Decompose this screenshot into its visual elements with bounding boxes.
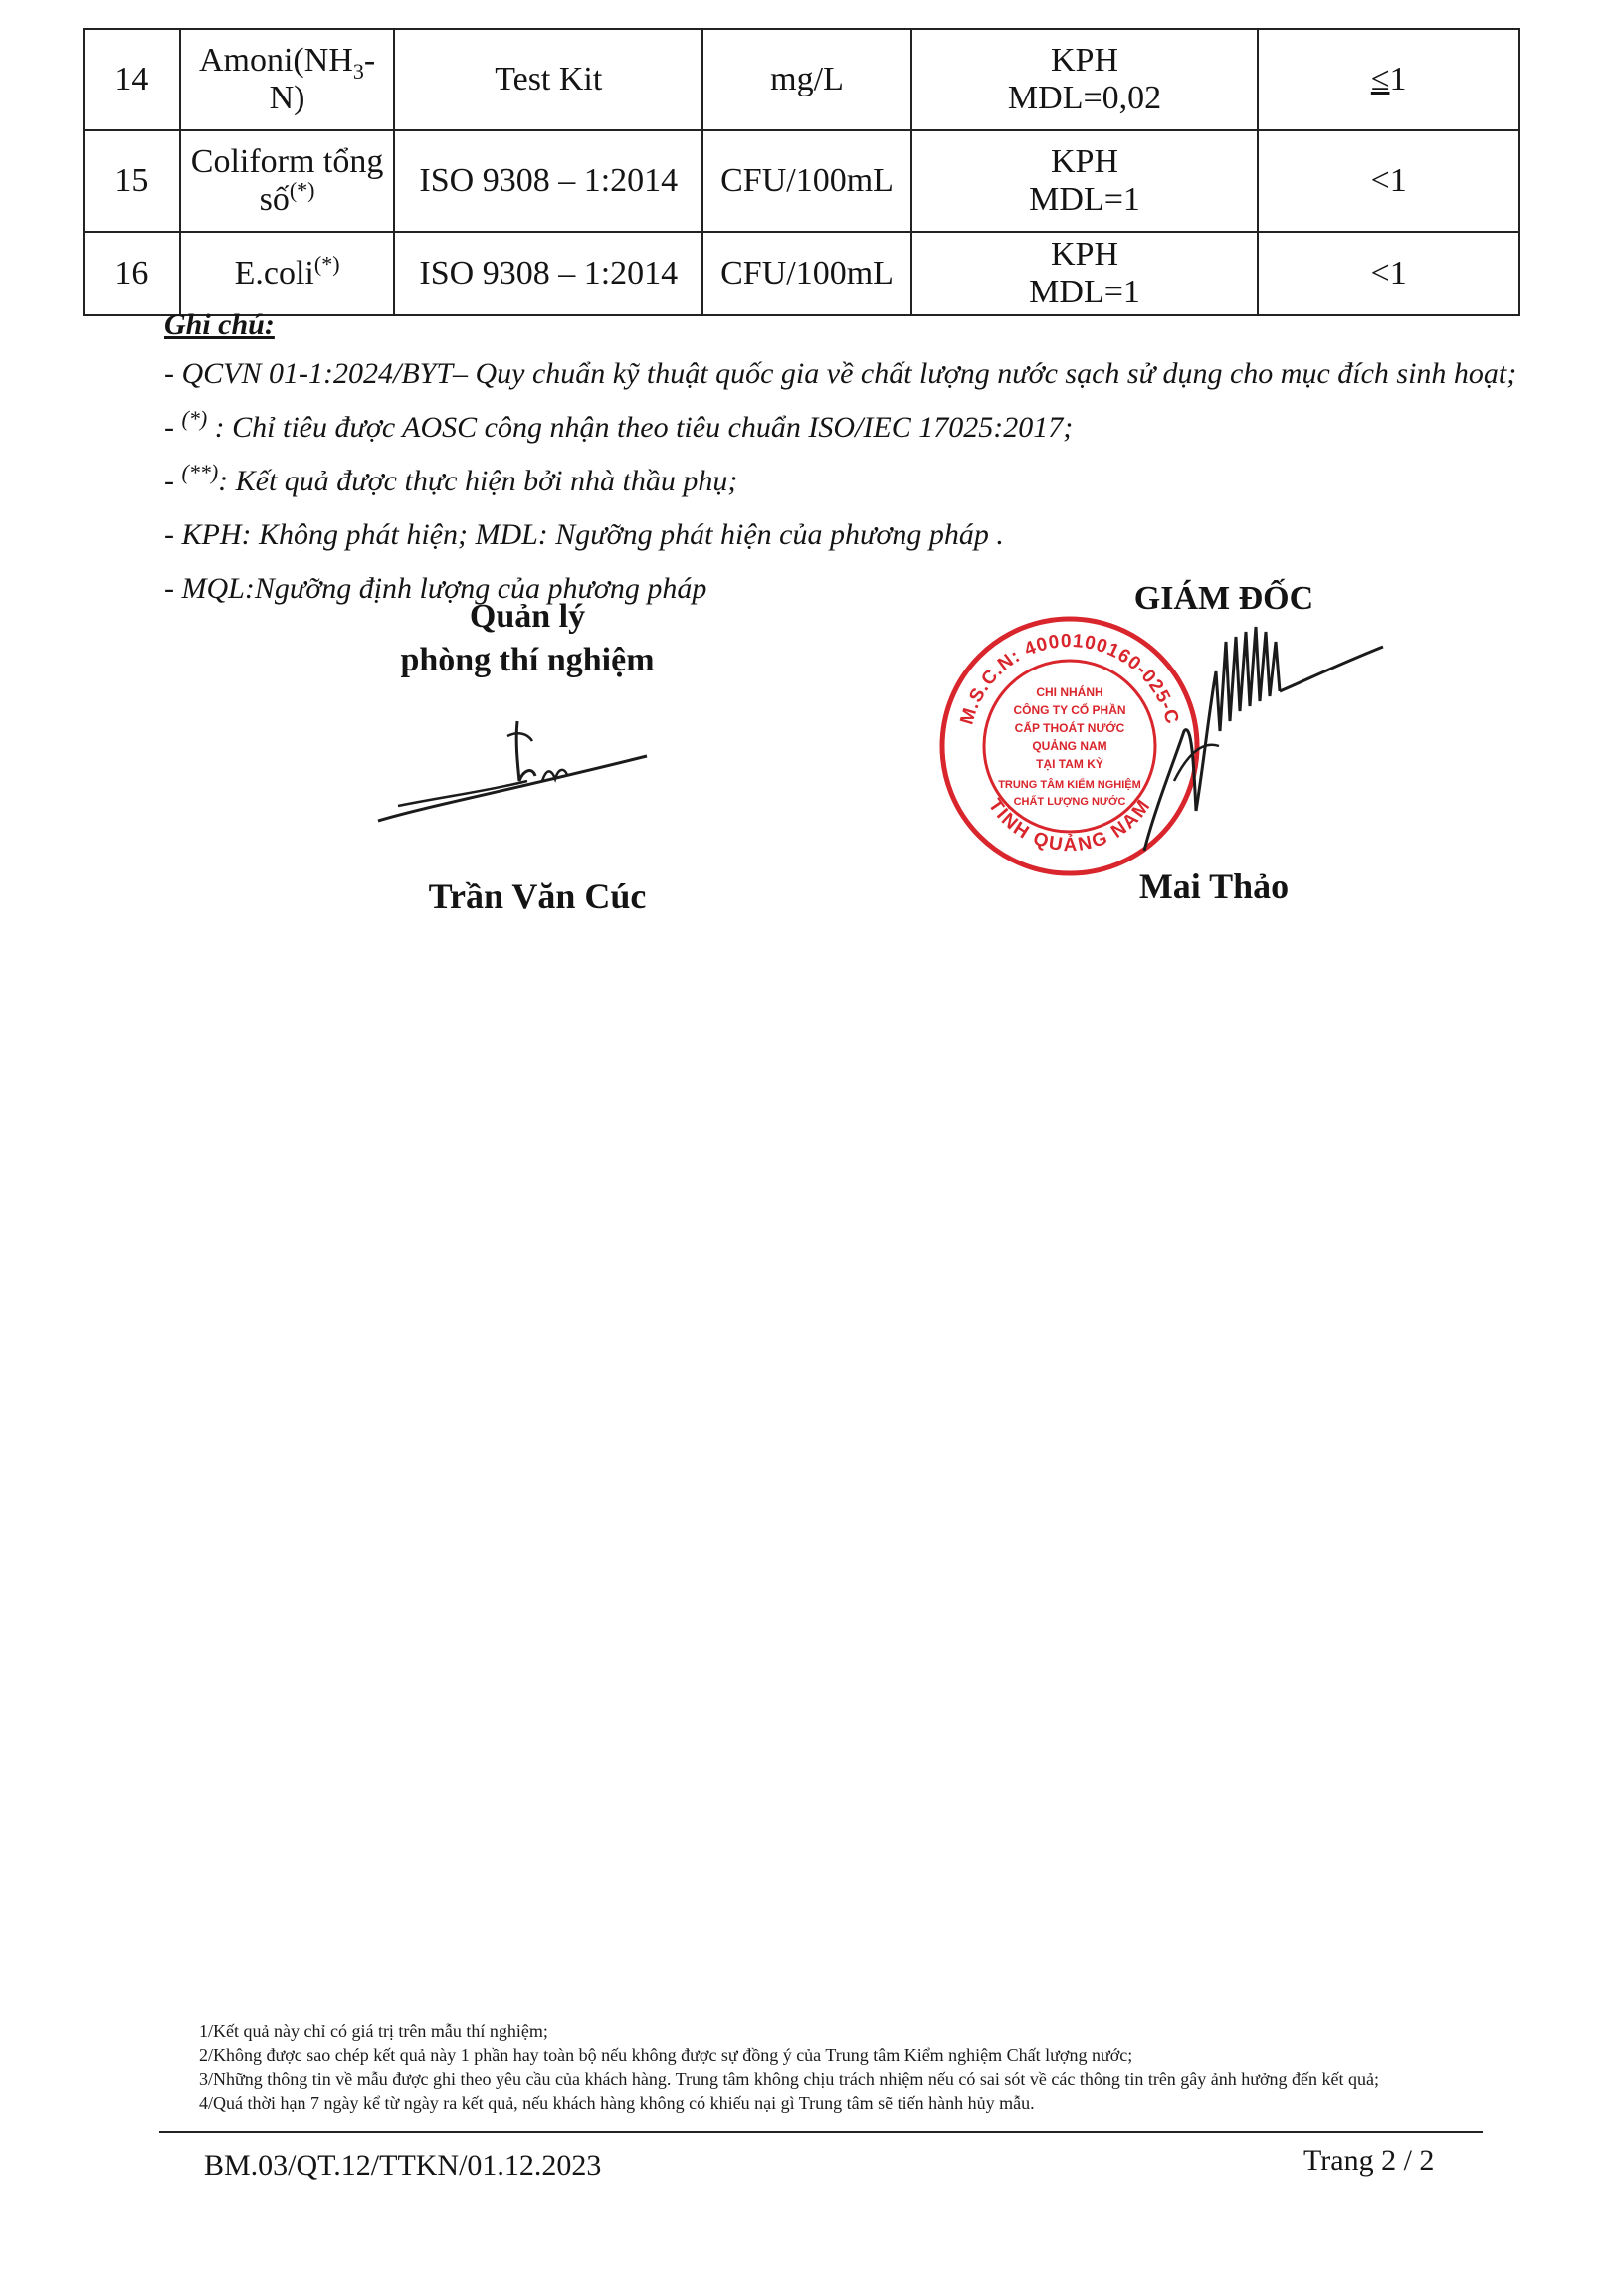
note-line: - MQL:Ngưỡng định lượng của phương pháp <box>164 572 707 605</box>
director-signature <box>1134 612 1393 861</box>
svg-text:CẤP THOÁT NƯỚC: CẤP THOÁT NƯỚC <box>1014 721 1125 735</box>
note-line: - KPH: Không phát hiện; MDL: Ngưỡng phát hiện của phương pháp . <box>164 518 1004 551</box>
parameter-name: Coliform tổng số(*) <box>180 130 394 232</box>
limit-value: <1 <box>1258 232 1519 315</box>
note-line: - (*) : Chỉ tiêu được AOSC công nhận theo tiêu chuẩn ISO/IEC 17025:2017; <box>164 406 1074 444</box>
footer-note: 2/Không được sao chép kết quả này 1 phần hay toàn bộ nếu không được sự đồng ý của Trung tâm Kiểm nghiệm Chất lượng nước; <box>199 2045 1133 2065</box>
result: KPH MDL=1 <box>911 130 1258 232</box>
director-title: GIÁM ĐỐC <box>1133 580 1314 617</box>
svg-text:TRUNG TÂM KIỂM NGHIỆM: TRUNG TÂM KIỂM NGHIỆM <box>998 779 1141 791</box>
row-number: 14 <box>84 29 180 130</box>
svg-text:TẠI TAM KỲ: TẠI TAM KỲ <box>1036 757 1103 771</box>
unit: mg/L <box>702 29 911 130</box>
footer-divider <box>159 2131 1483 2133</box>
footer-note: 1/Kết quả này chỉ có giá trị trên mẫu thí nghiệm; <box>199 2021 548 2041</box>
lab-manager-title: Quản lý phòng thí nghiệm <box>400 598 655 678</box>
note-line: - QCVN 01-1:2024/BYT– Quy chuẩn kỹ thuật quốc gia về chất lượng nước sạch sử dụng cho mục đích sinh hoạt; <box>164 357 1517 390</box>
page-number: Trang 2 / 2 <box>1303 2144 1435 2177</box>
footer-notes <box>199 2019 1582 2115</box>
row-number: 15 <box>84 130 180 232</box>
unit: CFU/100mL <box>702 130 911 232</box>
table-row <box>84 232 1519 315</box>
result: KPH MDL=1 <box>911 232 1258 315</box>
parameter-name: $Amoni(NH_3-N)$ <box>180 29 394 130</box>
footer-note: 4/Quá thời hạn 7 ngày kể từ ngày ra kết quả, nếu khách hàng không có khiếu nại gì Trung tâm sẽ tiến hành hủy mẫu. <box>199 2093 1035 2113</box>
test-method: Test Kit <box>394 29 702 130</box>
svg-text:TỈNH QUẢNG NAM: TỈNH QUẢNG NAM <box>983 795 1156 857</box>
lab-manager-signature <box>368 711 667 831</box>
parameter-name: E.coli(*) <box>180 232 394 315</box>
svg-text:QUẢNG NAM: QUẢNG NAM <box>1032 739 1107 753</box>
test-method: ISO 9308 – 1:2014 <box>394 232 702 315</box>
form-code: BM.03/QT.12/TTKN/01.12.2023 <box>204 2149 602 2182</box>
notes-title: Ghi chú: <box>164 308 275 341</box>
result: KPH MDL=0,02 <box>911 29 1258 130</box>
limit-value: ≤1 <box>1258 29 1519 130</box>
notes-section <box>164 308 1516 621</box>
table-row <box>84 130 1519 232</box>
table-row <box>84 29 1519 130</box>
unit: CFU/100mL <box>702 232 911 315</box>
svg-text:CHẤT LƯỢNG NƯỚC: CHẤT LƯỢNG NƯỚC <box>1013 796 1126 808</box>
row-number: 16 <box>84 232 180 315</box>
results-table <box>83 28 1520 316</box>
lab-manager-name: Trần Văn Cúc <box>428 876 647 916</box>
limit-value: <1 <box>1258 130 1519 232</box>
svg-text:CHI NHÁNH: CHI NHÁNH <box>1036 685 1103 699</box>
svg-text:CÔNG TY CỔ PHẦN: CÔNG TY CỔ PHẦN <box>1013 703 1126 717</box>
test-method: ISO 9308 – 1:2014 <box>394 130 702 232</box>
director-name: Mai Thảo <box>1138 866 1290 906</box>
note-line: - (**): Kết quả được thực hiện bởi nhà thầu phụ; <box>164 460 738 497</box>
svg-text:M.S.C.N: 4000100160-025-C: M.S.C.N: 4000100160-025-C <box>956 630 1183 727</box>
footer-note: 3/Những thông tin về mẫu được ghi theo yêu cầu của khách hàng. Trung tâm không chịu trách nhiệm nếu có sai sót về các thông tin trên gây ảnh hưởng đến kết quả; <box>199 2069 1380 2089</box>
